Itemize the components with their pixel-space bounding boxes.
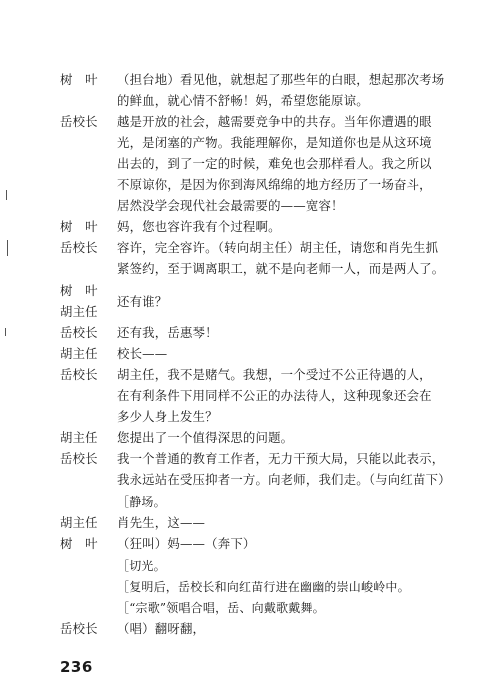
dialogue-line: 我永远站在受压抑者一方。向老师，我们走。（与向红苗下）: [117, 472, 451, 487]
dialogue-line: 越是开放的社会，越需要竞争中的共存。当年你遭遇的眼: [117, 114, 432, 129]
speaker-name: 岳校长: [60, 621, 98, 636]
dialogue-line: 多少人身上发生？: [117, 409, 218, 424]
dialogue-line: 容许，完全容许。（转向胡主任）胡主任，请您和肖先生抓: [117, 240, 439, 255]
speaker-name: 岳校长: [60, 451, 98, 466]
dialogue-line: 还有谁？: [117, 294, 168, 309]
dialogue-line: 光，是闭塞的产物。我能理解你，是知道你也是从这环境: [117, 135, 432, 150]
dialogue-line: 妈，您也容许我有个过程啊。: [117, 219, 281, 234]
dialogue-line: 居然没学会现代社会最需要的——宽容！: [117, 198, 344, 213]
scan-mark: [5, 328, 6, 336]
page-number: 236: [60, 658, 93, 676]
dialogue-line: 出去的，到了一定的时候，难免也会那样看人。我之所以: [117, 156, 432, 171]
dialogue-line: （狂叫）妈——（奔下）: [117, 536, 256, 551]
dialogue-line: 紧签约，至于调离职工，就不是向老师一人，而是两人了。: [117, 261, 445, 276]
dialogue-line: 的鲜血，就心情不舒畅！妈，希望您能原谅。: [117, 93, 369, 108]
speaker-name: 岳校长: [60, 325, 98, 340]
stage-direction: ［复明后，岳校长和向红苗行进在幽幽的崇山峻岭中。: [117, 580, 410, 594]
speaker-name: 岳校长: [60, 114, 98, 129]
dialogue-line: 在有利条件下用同样不公正的办法待人，这种现象还会在: [117, 388, 432, 403]
stage-direction: ［“宗歌”领唱合唱，岳、向戴歌戴舞。: [117, 601, 325, 615]
speaker-name: 胡主任: [60, 430, 98, 445]
stage-direction: ［静场。: [117, 495, 166, 509]
stage-direction: ［切光。: [117, 559, 166, 573]
speaker-name: 树 叶: [60, 72, 98, 87]
speaker-name: 胡主任: [60, 304, 98, 319]
speaker-name: 树 叶: [60, 283, 98, 298]
dialogue-line: 校长——: [117, 346, 168, 361]
dialogue-line: 胡主任，我不是赌气。我想，一个受过不公正待遇的人，: [117, 367, 432, 382]
speaker-name: 岳校长: [60, 240, 98, 255]
speaker-name: 树 叶: [60, 219, 98, 234]
dialogue-line: 肖先生，这——: [117, 515, 206, 530]
scan-mark: [6, 190, 7, 200]
dialogue-line: 不原谅你，是因为你到海风绵绵的地方经历了一场奋斗，: [117, 177, 432, 192]
dialogue-line: （担台地）看见他，就想起了那些年的白眼，想起那次考场: [117, 72, 445, 87]
scan-mark: [7, 240, 8, 256]
speaker-name: 岳校长: [60, 367, 98, 382]
speaker-name: 胡主任: [60, 515, 98, 530]
speaker-name: 胡主任: [60, 346, 98, 361]
dialogue-line: （唱）翻呀翻，: [117, 621, 206, 636]
dialogue-line: 我一个普通的教育工作者，无力干预大局，只能以此表示，: [117, 451, 445, 466]
dialogue-line: 您提出了一个值得深思的问题。: [117, 430, 294, 445]
dialogue-line: 还有我，岳惠琴！: [117, 325, 218, 340]
speaker-name: 树 叶: [60, 536, 98, 551]
